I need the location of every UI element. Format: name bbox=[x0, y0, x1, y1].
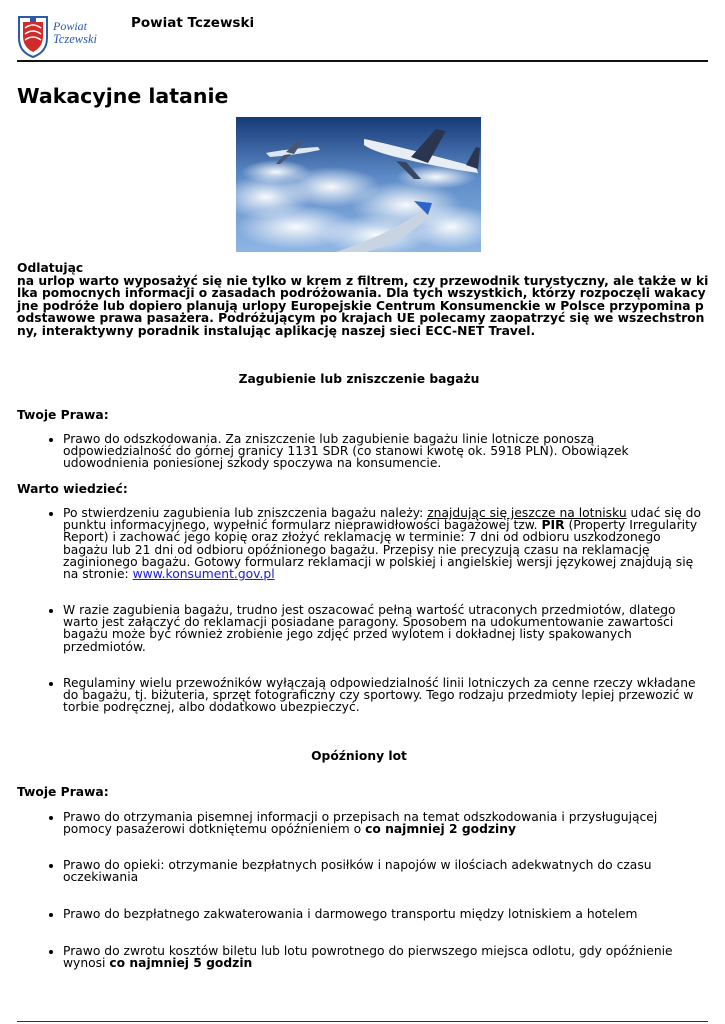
rights-list bbox=[17, 433, 707, 470]
konsument-link[interactable]: www.konsument.gov.pl bbox=[132, 567, 275, 582]
list-item: • W razie zagubienia bagażu, trudno jest oszacować pełną wartość utraconych przedmiotów, dlatego warto jest załączyć do reklamacji posiadane paragony. Sposobem na udokumentowanie zawartości bagażu może być również zrobienie jego zdjęć przed wylotem i dokładnej listy spakowanych przedmiotów. bbox=[63, 604, 707, 653]
site-name[interactable]: Powiat Tczewski bbox=[131, 15, 255, 31]
hero-image-airplanes bbox=[236, 117, 481, 252]
section-heading-luggage: Zagubienie lub zniszczenie bagażu bbox=[238, 372, 480, 386]
header-divider bbox=[17, 60, 708, 62]
delay-rights-1 bbox=[17, 811, 707, 835]
svg-text:Tczewski: Tczewski bbox=[53, 32, 97, 46]
list-item: • Prawo do opieki: otrzymanie bezpłatnych posiłków i napojów w ilościach adekwatnych do czasu oczekiwania bbox=[63, 859, 707, 883]
know-list-2 bbox=[17, 604, 707, 653]
intro-paragraph bbox=[17, 262, 709, 338]
know-heading: Warto wiedzieć: bbox=[17, 482, 128, 496]
intro-label: Odlatując bbox=[17, 261, 84, 275]
know-list-3 bbox=[17, 677, 707, 714]
rights-heading-delay: Twoje Prawa: bbox=[17, 785, 109, 799]
delay-rights-4 bbox=[17, 945, 707, 969]
page-header bbox=[0, 0, 725, 63]
list-item: • Prawo do odszkodowania. Za zniszczenie lub zagubienie bagażu linie lotnicze ponoszą odpowiedzialność do górnej granicy 1131 SDR (co stanowi kwotę ok. 5918 PLN). Obowiązek udowodnienia poniesionej szkody spoczywa na konsumencie. bbox=[63, 433, 707, 470]
list-item: • Prawo do bezpłatnego zakwaterowania i darmowego transportu między lotniskiem a hotelem bbox=[63, 908, 707, 920]
delay-rights-2 bbox=[17, 859, 707, 883]
page-title: Wakacyjne latanie bbox=[17, 84, 229, 108]
coat-of-arms-icon bbox=[19, 17, 47, 57]
list-item: • Prawo do otrzymania pisemnej informacji o przepisach na temat odszkodowania i przysługującej pomocy pasażerowi dotkniętemu opóźnieniem o co najmniej 2 godziny bbox=[63, 811, 707, 835]
list-item: • Prawo do zwrotu kosztów biletu lub lotu powrotnego do pierwszego miejsca odlotu, gdy opóźnienie wynosi co najmniej 5 godzin bbox=[63, 945, 707, 969]
delay-rights-3 bbox=[17, 908, 707, 920]
list-item: • Regulaminy wielu przewoźników wyłączają odpowiedzialność linii lotniczych za cenne rzeczy wkładane do bagażu, tj. biżuteria, sprzęt fotograficzny czy sportowy. Tego rodzaju przedmioty lepiej przewozić w torbie podręcznej, albo dodatkowo ubezpieczyć. bbox=[63, 677, 707, 714]
rights-heading: Twoje Prawa: bbox=[17, 408, 109, 422]
footer-divider bbox=[17, 1021, 708, 1022]
section-heading-delay: Opóźniony lot bbox=[311, 749, 407, 763]
intro-body: na urlop warto wyposażyć się nie tylko w krem z filtrem, czy przewodnik turystyczny, ale także w kilka pomocnych informacji o zasadach podróżowania. Dla tych wszystkich, którzy rozpoczęli wakacyjne podróże lub dopiero planują urlopy Europejskie Centrum Konsumenckie w Polsce przypomina podstawowe prawa pasażera. Podróżującym po krajach UE polecamy zaopatrzyć się we wszechstronny, interaktywny poradnik instalując aplikację naszej sieci ECC-NET Travel. bbox=[17, 273, 709, 338]
know-list-1 bbox=[17, 507, 707, 580]
underlined-text: znajdując się jeszcze na lotnisku bbox=[427, 506, 627, 520]
svg-text:Powiat: Powiat bbox=[53, 19, 88, 33]
powiat-tczewski-logo[interactable] bbox=[17, 14, 110, 58]
list-item: • Po stwierdzeniu zagubienia lub zniszczenia bagażu należy: znajdując się jeszcze na lotnisku udać się do punktu informacyjnego, wypełnić formularz nieprawidłowości bagażowej tzw. PIR (Property Irregularity Report) i zachować jego kopię oraz złożyć reklamację w terminie: 7 dni od odbioru uszkodzonego bagażu lub 21 dni od odbioru opóźnionego bagażu. Przepisy nie precyzują czasu na reklamację zaginionego bagażu. Gotowy formularz reklamacji w polskiej i angielskiej wersji językowej znajdują się na stronie: www.konsument.gov.pl bbox=[63, 507, 707, 580]
